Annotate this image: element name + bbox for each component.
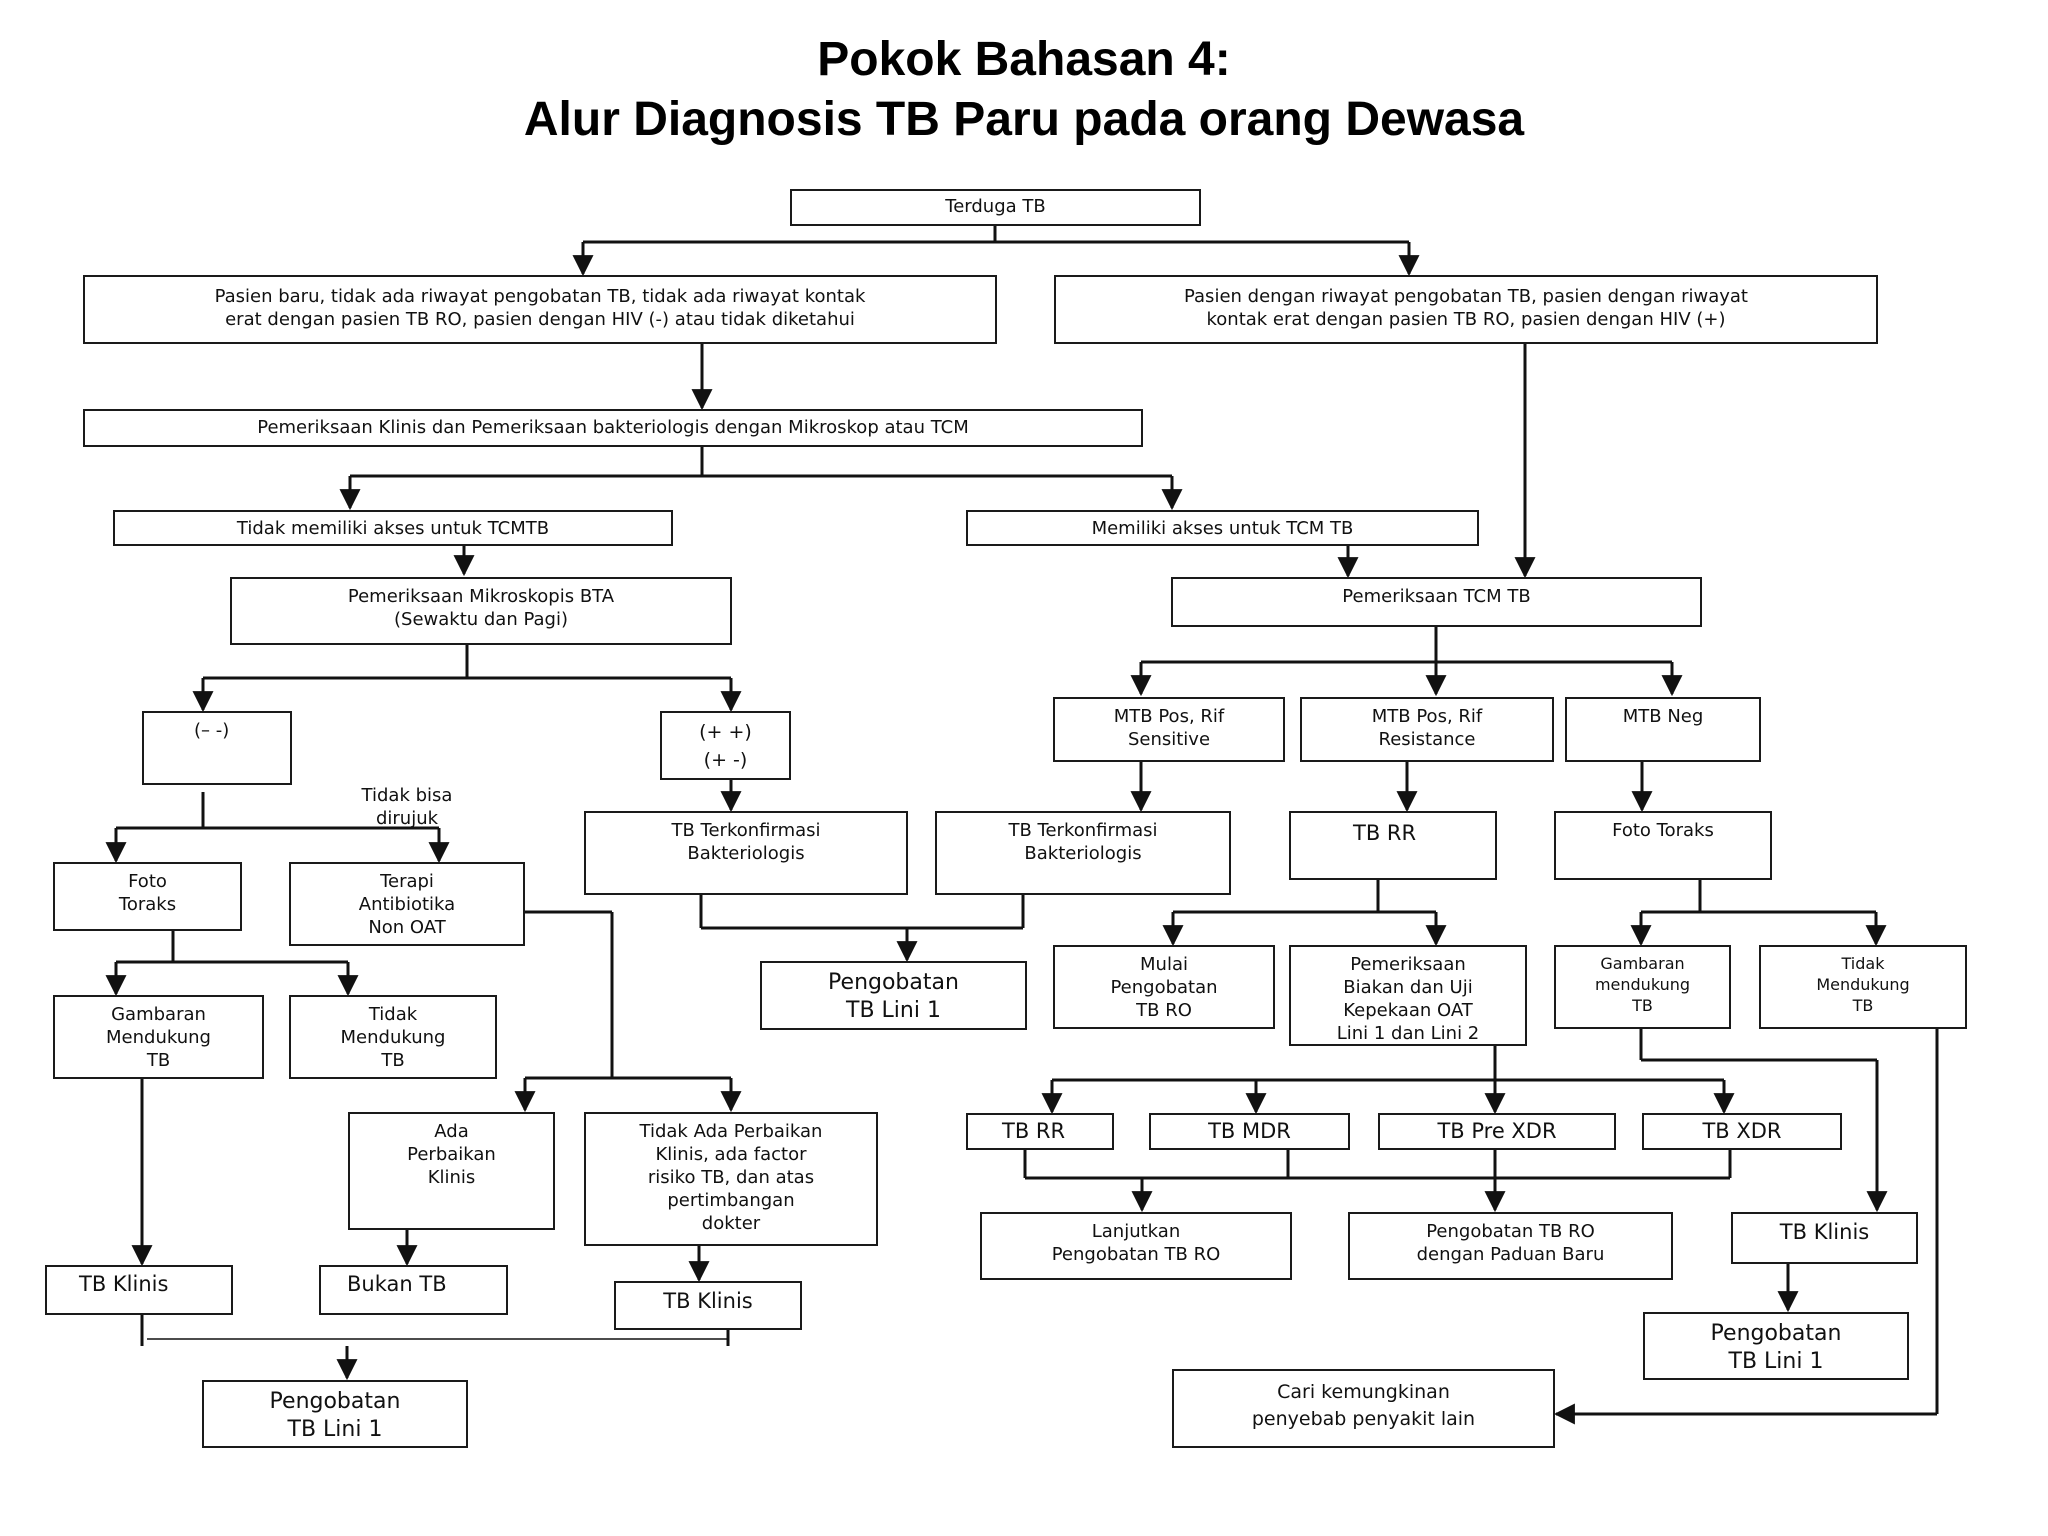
- node-tidak-mendukung-left: Tidak Mendukung TB: [289, 995, 497, 1079]
- node-pengobatan-ro-paduan-baru: Pengobatan TB RO dengan Paduan Baru: [1348, 1212, 1673, 1280]
- node-lanjutkan-pengobatan-ro: Lanjutkan Pengobatan TB RO: [980, 1212, 1292, 1280]
- node-tb-pre-xdr: TB Pre XDR: [1378, 1113, 1616, 1150]
- node-mtb-pos-rif-sensitive: MTB Pos, Rif Sensitive: [1053, 697, 1285, 762]
- node-cari-kemungkinan: Cari kemungkinan penyebab penyakit lain: [1172, 1369, 1555, 1448]
- node-pemeriksaan-biakan: Pemeriksaan Biakan dan Uji Kepekaan OAT Lini 1 dan Lini 2: [1289, 945, 1527, 1046]
- node-tb-rr-top: TB RR: [1289, 811, 1497, 880]
- node-tb-terkonfirmasi-2: TB Terkonfirmasi Bakteriologis: [935, 811, 1231, 895]
- node-pasien-riwayat: Pasien dengan riwayat pengobatan TB, pasien dengan riwayat kontak erat dengan pasien TB RO, pasien dengan HIV (+): [1054, 275, 1878, 344]
- node-memiliki-akses-tcm: Memiliki akses untuk TCM TB: [966, 510, 1479, 546]
- node-gambaran-mendukung-right: Gambaran mendukung TB: [1554, 945, 1731, 1029]
- node-terduga-tb: Terduga TB: [790, 189, 1201, 226]
- node-tb-rr: TB RR: [966, 1113, 1114, 1150]
- node-mulai-pengobatan-ro: Mulai Pengobatan TB RO: [1053, 945, 1275, 1029]
- node-tidak-akses-tcm: Tidak memiliki akses untuk TCMTB: [113, 510, 673, 546]
- node-bukan-tb: Bukan TB: [319, 1265, 508, 1315]
- node-tidak-mendukung-right: Tidak Mendukung TB: [1759, 945, 1967, 1029]
- node-pengobatan-lini1-bottom: Pengobatan TB Lini 1: [202, 1380, 468, 1448]
- node-result-positive: (+ +) (+ -): [660, 711, 791, 780]
- node-pasien-baru: Pasien baru, tidak ada riwayat pengobatan TB, tidak ada riwayat kontak erat dengan pasien TB RO, pasien dengan HIV (-) atau tidak diketahui: [83, 275, 997, 344]
- node-foto-toraks-right: Foto Toraks: [1554, 811, 1772, 880]
- page-title-line1: Pokok Bahasan 4:: [817, 33, 1231, 86]
- node-tb-terkonfirmasi-1: TB Terkonfirmasi Bakteriologis: [584, 811, 908, 895]
- node-pengobatan-lini1-mid: Pengobatan TB Lini 1: [760, 961, 1027, 1030]
- node-pengobatan-lini1-right: Pengobatan TB Lini 1: [1643, 1312, 1909, 1380]
- node-tb-xdr: TB XDR: [1642, 1113, 1842, 1150]
- node-mtb-pos-rif-resistance: MTB Pos, Rif Resistance: [1300, 697, 1554, 762]
- node-gambaran-mendukung-left: Gambaran Mendukung TB: [53, 995, 264, 1079]
- node-terapi-antibiotika: Terapi Antibiotika Non OAT: [289, 862, 525, 946]
- node-tb-klinis-left: TB Klinis: [45, 1265, 233, 1315]
- node-foto-toraks-left: Foto Toraks: [53, 862, 242, 931]
- node-result-negative: (– -): [142, 711, 292, 785]
- node-ada-perbaikan-klinis: Ada Perbaikan Klinis: [348, 1112, 555, 1230]
- node-tb-klinis-right: TB Klinis: [1731, 1212, 1918, 1264]
- node-mikroskopis-bta: Pemeriksaan Mikroskopis BTA (Sewaktu dan Pagi): [230, 577, 732, 645]
- label-tidak-bisa-dirujuk: Tidak bisa dirujuk: [361, 785, 453, 829]
- node-mtb-neg: MTB Neg: [1565, 697, 1761, 762]
- node-pemeriksaan-klinis: Pemeriksaan Klinis dan Pemeriksaan bakteriologis dengan Mikroskop atau TCM: [83, 409, 1143, 447]
- node-tb-mdr: TB MDR: [1149, 1113, 1350, 1150]
- page-title-line2: Alur Diagnosis TB Paru pada orang Dewasa: [523, 93, 1525, 146]
- node-tidak-ada-perbaikan-klinis: Tidak Ada Perbaikan Klinis, ada factor risiko TB, dan atas pertimbangan dokter: [584, 1112, 878, 1246]
- node-tb-klinis-mid: TB Klinis: [614, 1281, 802, 1330]
- node-pemeriksaan-tcm: Pemeriksaan TCM TB: [1171, 577, 1702, 627]
